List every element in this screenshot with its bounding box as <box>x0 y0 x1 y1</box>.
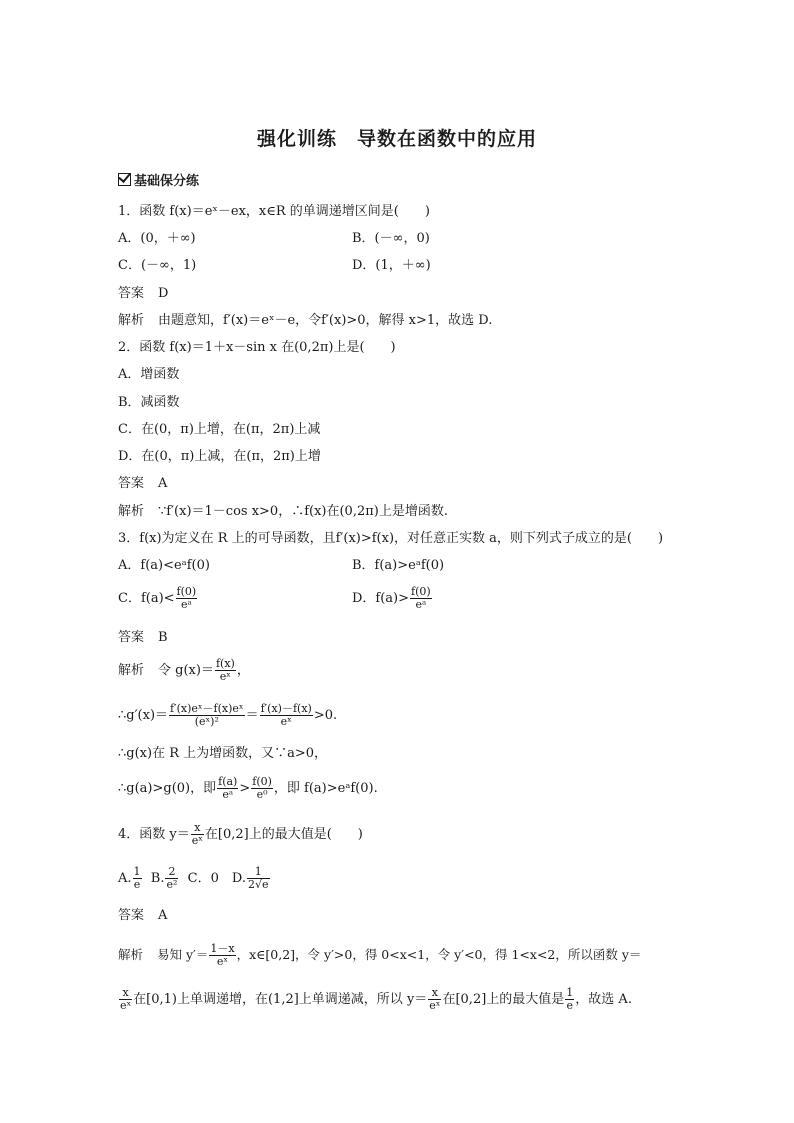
option-label: A. <box>118 871 132 886</box>
numerator: f′(x)eˣ－f(x)eˣ <box>170 702 244 715</box>
analysis-label: 解析 <box>118 313 145 328</box>
numerator: x <box>428 987 441 1000</box>
q2-answer <box>118 475 167 493</box>
q1-answer-value: D <box>158 286 169 301</box>
fraction <box>428 987 441 1012</box>
text: ＝ <box>245 708 259 723</box>
q1-stem: 1．函数 f(x)＝eˣ－ex，x∈R 的单调递增区间是( ) <box>118 204 430 219</box>
numerator: f(0) <box>411 585 431 598</box>
q3-answer <box>118 629 168 647</box>
q3-option-c-text: C．f(a)< <box>118 591 175 606</box>
fraction <box>217 776 238 801</box>
q2-answer-value: A <box>158 476 168 491</box>
q3-analysis-line-2 <box>118 703 337 728</box>
numerator: x <box>191 822 204 835</box>
analysis-label: 解析 <box>118 947 144 962</box>
text: 在[0,2]上的最大值是( ) <box>204 827 363 842</box>
text: > <box>239 781 251 796</box>
numerator: f(a) <box>218 775 238 788</box>
fraction <box>209 943 235 968</box>
fraction <box>133 866 142 891</box>
analysis-label: 解析 <box>118 504 145 519</box>
numerator: 1 <box>247 866 270 879</box>
q3-stem: 3．f(x)为定义在 R 上的可导函数，且f′(x)>f(x)，对任意正实数 a，则下列式子成立的是( ) <box>118 531 664 546</box>
denominator: (eˣ)² <box>194 715 219 728</box>
denominator: eᵃ <box>222 788 234 801</box>
answer-label: 答案 <box>118 908 145 923</box>
fraction <box>119 987 132 1012</box>
text: ∴g(a)>g(0)，即 <box>118 781 217 796</box>
q2-option-a: A．增函数 <box>118 367 180 382</box>
fraction <box>165 866 178 891</box>
q3-option-d-text: D．f(a)> <box>352 591 410 606</box>
q1-option-a: A．(0，＋∞) <box>118 231 196 246</box>
text: ∴g′(x)＝ <box>118 708 169 723</box>
q1-answer <box>118 285 168 303</box>
fraction <box>215 658 236 683</box>
analysis-label: 解析 <box>118 663 145 678</box>
denominator: 2√e <box>247 878 269 891</box>
answer-label: 答案 <box>118 286 145 301</box>
fraction <box>176 586 198 611</box>
fraction <box>251 776 273 801</box>
denominator: eˣ <box>191 834 203 847</box>
fraction <box>247 866 270 891</box>
q2-analysis <box>118 503 448 521</box>
answer-label: 答案 <box>118 476 145 491</box>
denominator: eˣ <box>429 999 441 1012</box>
q3-option-b: B．f(a)>eᵃf(0) <box>352 558 445 573</box>
text: 令 g(x)＝ <box>158 663 214 678</box>
denominator: e <box>133 878 141 891</box>
numerator: 1－x <box>210 942 235 955</box>
q3-option-d <box>352 586 433 611</box>
q4-analysis-line-1 <box>118 943 641 968</box>
denominator: e⁰ <box>256 788 268 801</box>
q4-answer-value: A <box>158 908 168 923</box>
option-label: C．0 D. <box>187 871 246 886</box>
q2-option-c: C．在(0，π)上增，在(π，2π)上减 <box>118 422 321 437</box>
q3-analysis-line-4 <box>118 776 378 801</box>
q2-stem: 2．函数 f(x)＝1＋x－sin x 在(0,2π)上是( ) <box>118 340 396 355</box>
denominator: e² <box>166 878 178 891</box>
text: 易知 y′＝ <box>157 947 209 962</box>
numerator: 1 <box>566 986 574 999</box>
denominator: e <box>566 999 574 1012</box>
q3-analysis-line-3: ∴g(x)在 R 上为增函数，又∵a>0， <box>118 746 328 761</box>
denominator: eˣ <box>219 670 231 683</box>
q1-option-c: C．(－∞，1) <box>118 258 197 273</box>
fraction <box>169 703 245 728</box>
q2-option-d: D．在(0，π)上减，在(π，2π)上增 <box>118 449 321 464</box>
numerator: x <box>119 987 132 1000</box>
text: ， <box>236 663 250 678</box>
q1-analysis <box>118 312 492 330</box>
q1-analysis-text: 由题意知，f′(x)＝eˣ－e，令f′(x)>0，解得 x>1，故选 D. <box>158 313 493 328</box>
option-label: B. <box>150 871 165 886</box>
denominator: eˣ <box>216 955 229 968</box>
denominator: eˣ <box>280 715 292 728</box>
page-title: 强化训练 导数在函数中的应用 <box>256 128 537 150</box>
numerator: 2 <box>165 866 178 879</box>
numerator: f′(x)－f(x) <box>260 702 312 715</box>
text: 在[0,1)上单调递增，在(1,2]上单调递减，所以 y＝ <box>133 992 428 1007</box>
fraction <box>410 586 432 611</box>
checkbox-icon <box>118 173 131 186</box>
q4-analysis-line-2 <box>118 987 632 1012</box>
numerator: f(x) <box>215 657 235 670</box>
section-label: 基础保分练 <box>134 174 200 189</box>
q4-answer <box>118 907 167 925</box>
numerator: f(0) <box>252 775 272 788</box>
answer-label: 答案 <box>118 630 145 645</box>
q1-option-d: D．(1，＋∞) <box>352 258 431 273</box>
q4-options <box>118 866 271 891</box>
text: ，故选 A. <box>575 992 632 1007</box>
text: 4．函数 y＝ <box>118 827 190 842</box>
q2-analysis-text: ∵f′(x)＝1－cos x>0，∴f(x)在(0,2π)上是增函数. <box>158 504 448 519</box>
q3-option-c <box>118 586 198 611</box>
text: ，即 f(a)>eᵃf(0). <box>273 781 378 796</box>
fraction <box>565 987 574 1012</box>
fraction <box>260 703 313 728</box>
denominator: eᵃ <box>180 598 192 611</box>
text: >0. <box>313 708 338 723</box>
q3-answer-value: B <box>158 630 168 645</box>
q4-stem <box>118 822 363 847</box>
q1-option-b: B．(－∞，0) <box>352 231 430 246</box>
fraction <box>191 822 204 847</box>
section-heading <box>118 172 199 191</box>
numerator: 1 <box>133 865 141 878</box>
text: ，x∈[0,2]，令 y′>0，得 0<x<1，令 y′<0，得 1<x<2，所以函数 y＝ <box>236 947 642 962</box>
denominator: eᵃ <box>415 598 427 611</box>
q2-option-b: B．减函数 <box>118 395 180 410</box>
text: 在[0,2]上的最大值是 <box>442 992 565 1007</box>
q3-option-a: A．f(a)<eᵃf(0) <box>118 558 210 573</box>
denominator: eˣ <box>120 999 132 1012</box>
q3-analysis-line-1 <box>118 658 250 683</box>
numerator: f(0) <box>176 585 197 598</box>
